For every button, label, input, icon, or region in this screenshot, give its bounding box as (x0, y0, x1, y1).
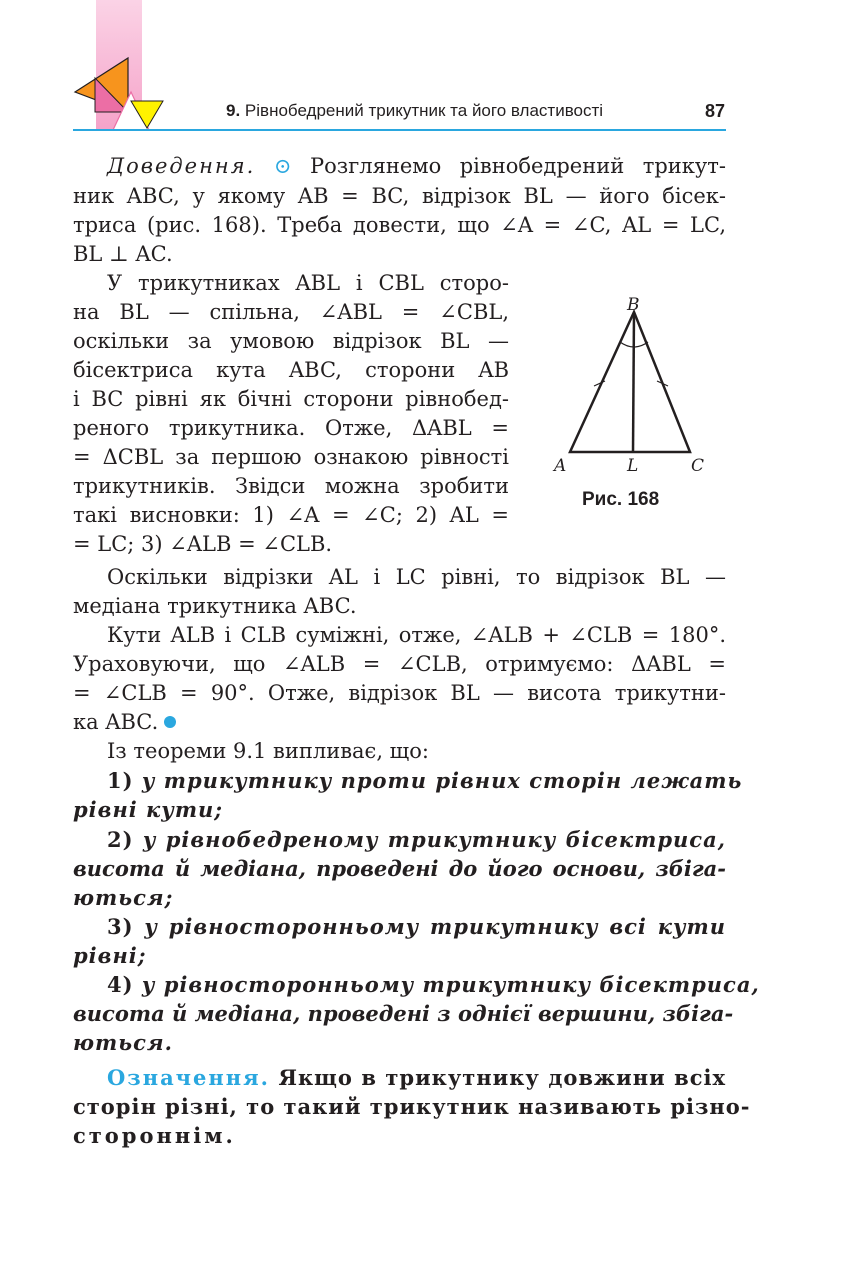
text-line: У трикутниках ABL і CBL сторо- (107, 271, 509, 295)
text-line: = ΔCBL за першою ознакою рівності (73, 445, 509, 469)
proof-start-icon: ⊙ (273, 154, 292, 178)
text-line: BL ⊥ AC. (73, 242, 173, 266)
text-line: ються. (73, 1030, 173, 1055)
point-label-l: L (627, 456, 639, 476)
text-line: сторін різні, то такий трикутник називають різно- (73, 1094, 751, 1119)
section-title: Рівнобедрений трикутник та його властивості (244, 101, 604, 120)
text-line: висота й медіана, проведені до його основи, збіга- (73, 856, 726, 881)
running-header (226, 101, 603, 121)
consequence-4: 4) у рівносторонньому трикутнику бісектриса, (107, 972, 760, 997)
section-number: 9. (226, 101, 241, 120)
page-number: 87 (704, 101, 725, 121)
text-line: Доведення. ⊙ Розглянемо рівнобедрений трикут- (107, 154, 726, 178)
consequence-1: 1) у трикутнику проти рівних сторін лежать (107, 768, 743, 793)
text-line: на BL — спільна, ∠ABL = ∠CBL, (73, 300, 509, 324)
text-line: бісектриса кута ABC, сторони AB (73, 358, 509, 382)
vertex-label-a: A (554, 456, 567, 476)
text-line: ються; (73, 885, 174, 910)
text-line: висота й медіана, проведені з однієї вершини, збіга- (73, 1001, 734, 1026)
text-line: трикутників. Звідси можна зробити (73, 474, 509, 498)
consequence-3: 3) у рівносторонньому трикутнику всі кути (107, 914, 726, 939)
text-line: ник ABC, у якому AB = BC, відрізок BL — його бісек- (73, 184, 726, 208)
text-line: рівні; (73, 943, 147, 968)
header-decoration (0, 0, 180, 140)
text-line: і BC рівні як бічні сторони рівнобед- (73, 387, 509, 411)
text-line: триса (рис. 168). Треба довести, що ∠A = ∠C, AL = LC, (73, 213, 726, 237)
text-line: рівні кути; (73, 797, 224, 822)
text-line: Ураховуючи, що ∠ALB = ∠CLB, отримуємо: ΔABL = (73, 652, 726, 676)
text-line: Оскільки відрізки AL і LC рівні, то відрізок BL — (107, 565, 726, 589)
definition-label: Означення. (107, 1065, 270, 1090)
text-line: стороннім. (73, 1123, 236, 1148)
text-line: ка ABC. (73, 708, 176, 737)
triangle-figure (548, 290, 718, 485)
proof-label: Доведення. (107, 154, 256, 178)
text-line: такі висновки: 1) ∠A = ∠C; 2) AL = (73, 503, 509, 527)
vertex-label-c: C (691, 456, 705, 476)
text-line: Із теореми 9.1 випливає, що: (107, 739, 429, 763)
triangle-abc (570, 312, 690, 452)
text-line: реного трикутника. Отже, ΔABL = (73, 416, 509, 440)
text-line: = LC; 3) ∠ALB = ∠CLB. (73, 532, 333, 556)
text-line: = ∠CLB = 90°. Отже, відрізок BL — висота трикутни- (73, 681, 726, 705)
definition-line: Означення. Якщо в трикутнику довжини всіх (107, 1065, 726, 1090)
vertex-label-b: B (627, 295, 640, 315)
bisector-bl (633, 312, 634, 452)
header-rule (73, 129, 726, 131)
text-line: оскільки за умовою відрізок BL — (73, 329, 509, 353)
figure-caption: Рис. 168 (582, 489, 660, 510)
text-line: медіана трикутника ABC. (73, 594, 357, 618)
proof-end-icon (164, 716, 176, 728)
text-line: Кути ALB і CLB суміжні, отже, ∠ALB + ∠CLB = 180°. (107, 623, 726, 647)
consequence-2: 2) у рівнобедреному трикутнику бісектриса, (107, 827, 726, 852)
